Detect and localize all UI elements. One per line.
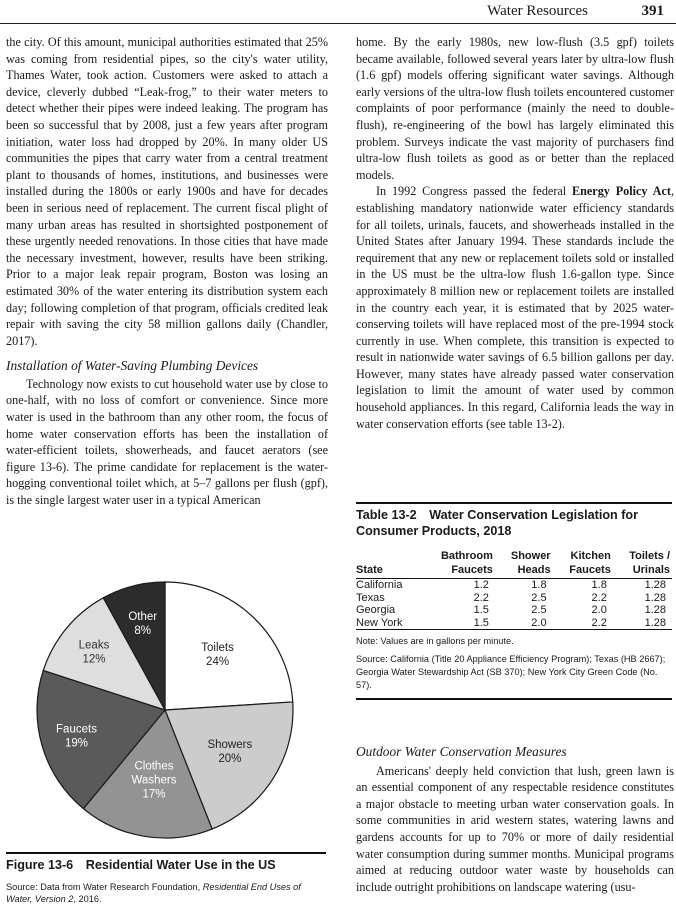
column-header: Kitchen Faucets [569, 550, 611, 576]
left-paragraph-1: the city. Of this amount, municipal authorities estimated that 25% was coming from residential pipes, so the city's water utility, Thames Water, took action. Customers were asked to attach a device, cleverly dubbed “Leak-frog,” to their water meters to detect whether their pipes were indeed leaking. The program has been so successful that by 2008, just a few years after program initiation, water loss had dropped by 20%. In many older US communities the pipes that carry water from a central treatment plant to thousands of homes, institutions, and businesses were installed during the 1800s or early 1900s and have for decades been in serious need of replacement. The current fiscal plight of many urban areas has resulted in shortsighted postponement of these urgently needed renovations. In those cities that have made the necessary investment, however, results have been striking. Prior to a major leak repair program, Boston was losing an estimated 30% of the water entering its distribution system each day; following completion of that program, officials credited leak repair with saving the city 58 million gallons daily (Chandler, 2017). [6, 35, 328, 348]
table-cell: 1.28 [644, 579, 666, 591]
table-cell: 2.0 [531, 616, 547, 629]
pie-value-label: 20% [218, 753, 242, 766]
table-cell: California [356, 579, 403, 591]
right-column [356, 34, 674, 432]
pie-value-label: 12% [82, 653, 106, 666]
pie-value-label: 24% [206, 656, 230, 669]
table-cell: Texas [356, 591, 385, 604]
table-cell: 2.2 [473, 591, 489, 604]
table-row [356, 617, 672, 630]
header-section-title: Water Resources [487, 3, 588, 19]
table-cell: New York [356, 616, 403, 629]
pie-value-label: 8% [134, 625, 152, 638]
table-title: Table 13-2 Water Conservation Legislation for Consumer Products, 2018 [356, 508, 639, 538]
table-cell: 1.2 [473, 579, 489, 591]
pie-category-label: Clothes [134, 760, 174, 773]
legislation-table [356, 549, 672, 630]
figure-source: Source: Data from Water Research Foundation, Residential End Uses of Water, Version 2, 2016. [6, 882, 301, 904]
right-column-lower [356, 744, 674, 895]
table-row [356, 592, 672, 605]
column-header: Bathroom Faucets [440, 550, 493, 576]
table-cell: 1.28 [644, 591, 666, 604]
pie-category-label: Faucets [56, 723, 97, 736]
table-cell: 1.28 [644, 616, 666, 629]
column-header: Toilets / Urinals [629, 550, 670, 576]
table-row [356, 579, 672, 592]
table-cell: 1.8 [531, 579, 547, 591]
column-header: State [356, 564, 383, 576]
figure-caption-block [6, 852, 326, 905]
table-cell: 2.2 [591, 616, 607, 629]
pie-category-label: Showers [207, 739, 253, 752]
table-note: Note: Values are in gallons per minute. [356, 636, 514, 646]
table-cell: 1.8 [591, 579, 607, 591]
subheading-outdoor-conservation: Outdoor Water Conservation Measures [356, 744, 567, 759]
table-cell: Georgia [356, 604, 396, 616]
right-paragraph-2: In 1992 Congress passed the federal Energy Policy Act, establishing mandatory nationwide water efficiency standards for all toilets, urinals, faucets, and showerheads installed in the United States after January 1994. These standards include the requirement that any new or replacement toilets sold or installed in the US must be the ultra-low flush 1.6-gallon type. Since approximately 8 million new or replacement toilets are installed in the country each year, it is estimated that by 2025 water-conserving toilets will have replaced most of the pre-1994 stock currently in use. When complete, this transition is expected to result in nationwide water savings of 6.5 billion gallons per day. However, many states have already passed water conservation legislation to limit the amount of water used by common household appliances. In this regard, California leads the way in water conservation efforts (see table 13-2). [356, 184, 674, 431]
table-source: Source: California (Title 20 Appliance Efficiency Program); Texas (HB 2667); Georgia Water Stewardship Act (SB 370); New York City Green Code (No. 57). [356, 653, 672, 700]
pie-category-label: Leaks [78, 639, 110, 652]
right-paragraph-3: Americans' deeply held conviction that lush, green lawn is an essential component of any respectable residence constitutes a major obstacle to meeting urban water conservation goals. In some communities in arid western states, watering lawns and gardens accounts for up to 70% or more of daily residential water consumption during summer months. Municipal programs aimed at reducing outdoor water waste by households can include outright prohibitions on landscape watering (usu- [356, 763, 674, 894]
figure-title: Figure 13-6 Residential Water Use in the US [6, 858, 276, 872]
pie-category-label: Washers [131, 774, 177, 787]
table-cell: 2.5 [531, 604, 547, 616]
table-cell: 1.5 [473, 604, 489, 616]
running-header [0, 0, 676, 24]
table-cell: 2.5 [531, 591, 547, 604]
pie-chart [0, 578, 340, 848]
pie-category-label: Other [128, 611, 158, 624]
pie-chart-figure [0, 578, 340, 848]
table-row [356, 604, 672, 617]
pie-value-label: 17% [142, 788, 166, 801]
pie-value-label: 19% [64, 737, 89, 750]
table-cell: 2.0 [591, 604, 607, 616]
energy-policy-act-term: Energy Policy Act [571, 184, 671, 199]
right-paragraph-1: home. By the early 1980s, new low-flush (3.5 gpf) toilets became available, followed several years later by ultra-low flush (1.6 gpf) models offering significant water savings. Although early versions of the ultra-low flush toilets encountered customer complaints of poor performance (mainly the need to double-flush), re-engineering of the bowl has largely eliminated this problem. Surveys indicate the vast majority of purchasers find ultra-low flush toilets as good as or better than the replaced models. [356, 35, 674, 182]
table-13-2 [356, 502, 672, 700]
left-paragraph-2: Technology now exists to cut household water use by close to one-half, with no loss of comfort or convenience. Since more water is used in the bathroom than any other room, the focus of home water conservation efforts has been the installation of water-efficient toilets, showerheads, and faucet aerators (see figure 13-6). The prime candidate for replacement is the water-hogging conventional toilet which, at 5–7 gallons per flush (gpf), is the single largest water user in a typical American [6, 376, 328, 508]
pie-category-label: Toilets [201, 642, 234, 655]
column-header: Shower Heads [510, 550, 551, 576]
table-cell: 2.2 [591, 591, 607, 604]
table-cell: 1.5 [473, 616, 489, 629]
table-cell: 1.28 [644, 604, 666, 616]
table-header-row [356, 549, 672, 579]
left-column [6, 34, 328, 509]
subheading-plumbing-devices: Installation of Water-Saving Plumbing Devices [6, 358, 259, 374]
page-number: 391 [641, 3, 664, 19]
